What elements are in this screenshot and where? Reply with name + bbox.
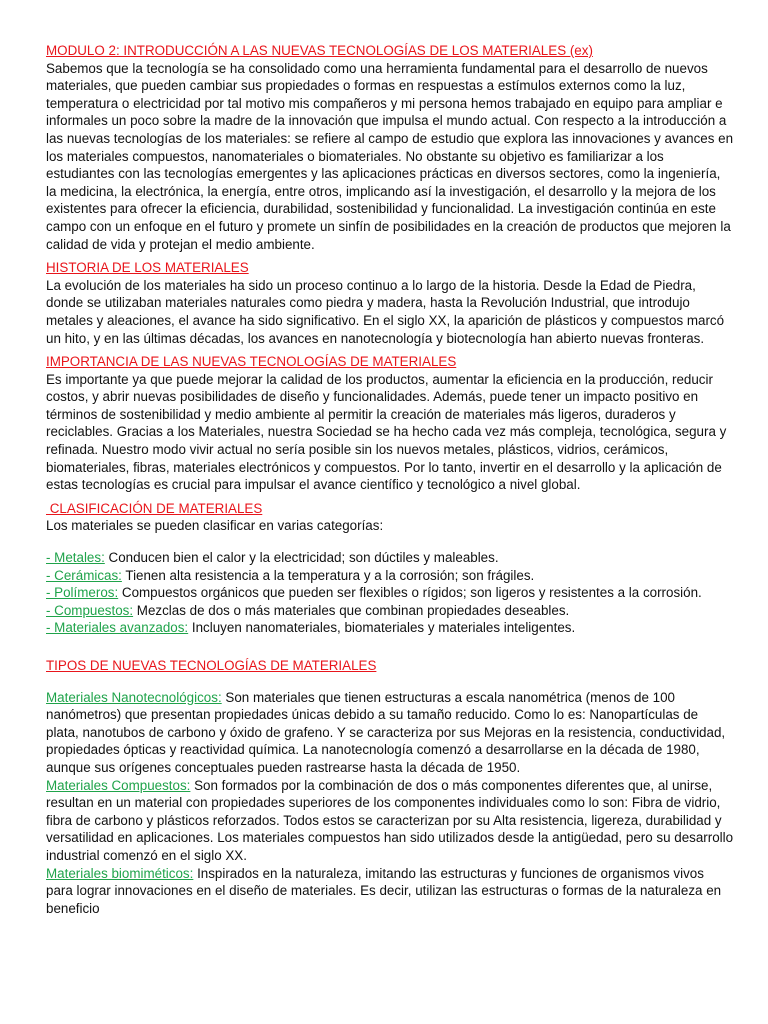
tipo-text: Inspirados en la naturaleza, imitando las estructuras y funciones de organismos vivos para lograr innovaciones en el diseño de materiales. Es decir, utilizan las estructuras o formas de la naturaleza en beneficio [46,865,722,916]
category-label: - Polímeros: [46,585,119,601]
module-intro-paragraph: Sabemos que la tecnología se ha consolidado como una herramienta fundamental para el desarrollo de nuevos materiales, que pueden cambiar sus propiedades o formas en respuestas a estímulos externos como la luz, temperatura o electricidad por tal motivo mis compañeros y mi persona hemos trabajado en equipo para ampliar e informales un poco sobre la madre de la innovación que impulsa el mundo actual. Con respecto a la introducción a las nuevas tecnologías de los materiales: se refiere al campo de estudio que explora las innovaciones y avances en los materiales compuestos, nanomateriales o biomateriales. No obstante su objetivo es familiarizar a los estudiantes con las tecnologías emergentes y las aplicaciones prácticas en diversos sectores, como la ingeniería, la medicina, la electrónica, la energía, entre otros, implicando así la investigación, el desarrollo y la mejora de los existentes para ofrecer la eficiencia, durabilidad, sostenibilidad y funcionalidad. La investigación continúa en este campo con un enfoque en el futuro y promete un sinfín de posibilidades en la creación de productos que mejoren la calidad de vida y protejan el medio ambiente. [46,60,734,252]
tipo-label: Materiales Nanotecnológicos: [46,689,222,705]
tipos-heading: TIPOS DE NUEVAS TECNOLOGÍAS DE MATERIALES [46,658,377,673]
tipo-label: Materiales biomiméticos: [46,865,194,881]
tipo-paragraph [46,777,734,865]
clasificacion-list [46,549,734,637]
list-item [46,567,734,585]
category-text: Tienen alta resistencia a la temperatura y a la corrosión; son frágiles. [121,567,535,583]
historia-heading: HISTORIA DE LOS MATERIALES [46,260,249,276]
category-text: Incluyen nanomateriales, biomateriales y materiales inteligentes. [188,620,576,636]
category-text: Mezclas de dos o más materiales que combinan propiedades deseables. [133,602,570,618]
category-text: Conducen bien el calor y la electricidad; son dúctiles y maleables. [104,550,499,566]
category-label: - Metales: [46,550,105,566]
tipo-paragraph [46,689,734,777]
category-label: - Cerámicas: [46,567,122,583]
category-label: - Compuestos: [46,602,134,618]
module-title: MODULO 2: INTRODUCCIÓN A LAS NUEVAS TECNOLOGÍAS DE LOS MATERIALES (ex) [46,43,593,58]
list-item [46,584,734,602]
importancia-paragraph: Es importante ya que puede mejorar la calidad de los productos, aumentar la eficiencia en la producción, reducir costos, y abrir nuevas posibilidades de diseño y funcionalidades. Además, puede tener un impacto positivo en términos de sostenibilidad y medio ambiente al permitir la creación de materiales más ligeros, duraderos y reciclables. Gracias a los Materiales, nuestra Sociedad se ha hecho cada vez más compleja, tecnológica, segura y refinada. Nuestro modo vivir actual no sería posible sin los nuevos metales, plásticos, vidrios, cerámicos, biomateriales, fibras, materiales electrónicos y compuestos. Por lo tanto, invertir en el desarrollo y la aplicación de estas tecnologías es crucial para impulsar el avance científico y tecnológico a nivel global. [46,371,727,493]
list-item [46,549,734,567]
tipo-label: Materiales Compuestos: [46,777,191,793]
historia-paragraph: La evolución de los materiales ha sido un proceso continuo a lo largo de la historia. Desde la Edad de Piedra, donde se utilizaban materiales naturales como piedra y madera, hasta la Revolución Industrial, que introdujo metales y aleaciones, el avance ha sido significativo. En el siglo XX, la aparición de plásticos y compuestos marcó un hito, y en las últimas décadas, los avances en nanotecnología y biotecnología han abierto nuevas fronteras. [46,277,725,346]
tipo-text: Son formados por la combinación de dos o más componentes diferentes que, al unirse, resultan en un material con propiedades superiores de los componentes individuales como lo son: Fibra de vidrio, fibra de carbono y plásticos reforzados. Todos estos se caracterizan por su Alta resistencia, ligereza, durabilidad y versatilidad en aplicaciones. Los materiales compuestos han sido utilizados desde la antigüedad, pero su desarrollo industrial comenzó en el siglo XX. [46,777,734,863]
tipo-paragraph [46,865,734,918]
list-item [46,602,734,620]
category-label: - Materiales avanzados: [46,620,189,636]
clasificacion-heading: CLASIFICACIÓN DE MATERIALES [46,500,263,516]
clasificacion-intro: Los materiales se pueden clasificar en varias categorías: [46,518,384,534]
tipo-text: Son materiales que tienen estructuras a escala nanométrica (menos de 100 nanómetros) que presentan propiedades únicas debido a su tamaño reducido. Como lo es: Nanopartículas de plata, nanotubos de carbono y óxido de grafeno. Y se caracteriza por sus Mejoras en la resistencia, conductividad, propiedades ópticas y reactividad química. La nanotecnología comenzó a desarrollarse en la década de 1980, aunque sus orígenes conceptuales pueden rastrearse hasta la década de 1950. [46,689,726,775]
list-item [46,619,734,637]
importancia-heading: IMPORTANCIA DE LAS NUEVAS TECNOLOGÍAS DE MATERIALES [46,354,457,370]
category-text: Compuestos orgánicos que pueden ser flexibles o rígidos; son ligeros y resistentes a la corrosión. [118,585,702,601]
